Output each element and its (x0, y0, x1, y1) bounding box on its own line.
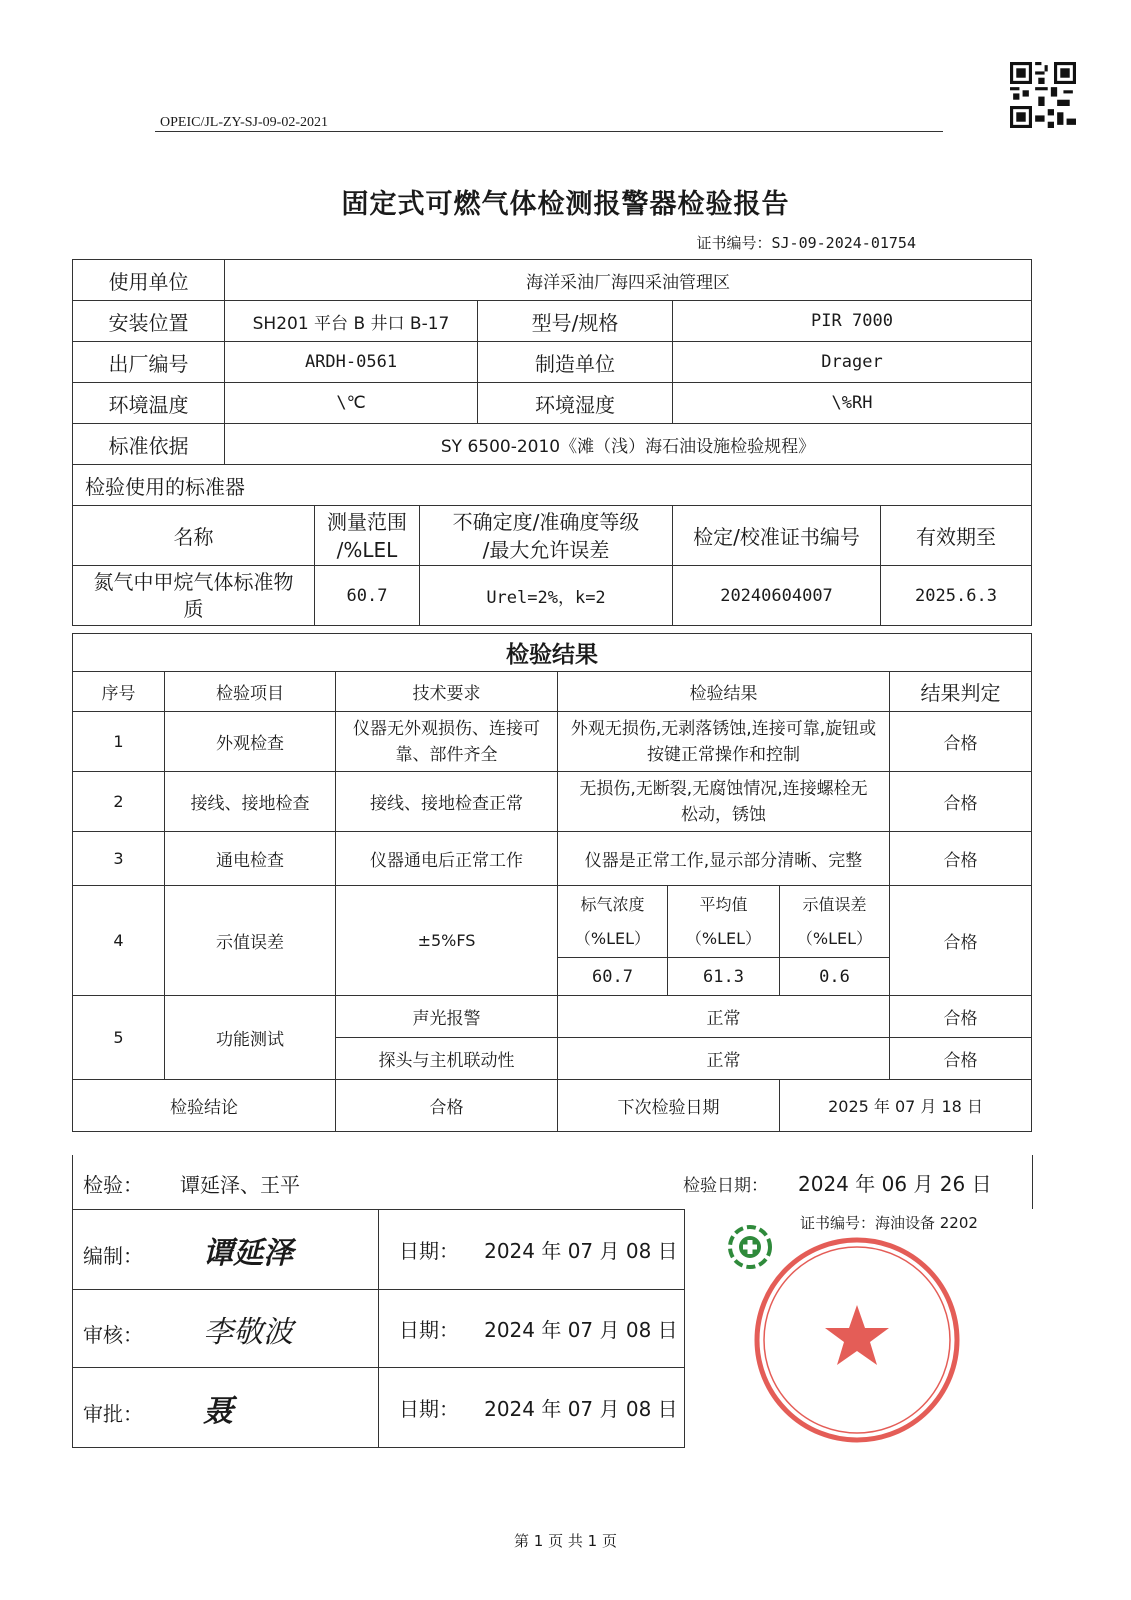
std-header-uncertainty-line1: 不确定度/准确度等级 (452, 509, 640, 534)
table-row (73, 886, 1032, 958)
official-seal-icon (752, 1235, 962, 1445)
temperature-value: \℃ (225, 383, 478, 424)
row-requirement: 仪器无外观损伤、连接可靠、部件齐全 (336, 712, 558, 772)
row-judgement: 合格 (890, 772, 1032, 832)
row-item: 外观检查 (165, 712, 336, 772)
qr-code-icon (1010, 62, 1076, 128)
signoff-role: 审核： (83, 1322, 143, 1347)
std-header-uncertainty (420, 506, 673, 566)
user-value: 海洋采油厂海四采油管理区 (225, 260, 1032, 301)
std-header-range (315, 506, 420, 566)
error-subheader-average-unit: （%LEL） (685, 928, 762, 948)
error-value-error: 0.6 (780, 958, 890, 996)
error-subheader-concentration-label: 标气浓度 (580, 894, 645, 914)
std-header-range-line1: 测量范围 (327, 509, 407, 534)
inspector-label: 检验： (83, 1173, 143, 1197)
row-requirement: 接线、接地检查正常 (336, 772, 558, 832)
model-label: 型号/规格 (478, 301, 673, 342)
function-sub-judgement: 合格 (890, 1038, 1032, 1080)
row-judgement: 合格 (890, 712, 1032, 772)
results-header-item: 检验项目 (165, 672, 336, 712)
table-row (73, 772, 1032, 832)
standard-value: SY 6500-2010《滩（浅）海石油设施检验规程》 (225, 424, 1032, 465)
page-footer: 第 1 页 共 1 页 (514, 1532, 617, 1550)
std-header-cert: 检定/校准证书编号 (673, 506, 881, 566)
signoff-role: 编制： (83, 1243, 143, 1268)
results-table (72, 633, 1032, 1132)
inspector-names: 谭延泽、王平 (180, 1173, 300, 1197)
error-subheader-error (780, 886, 890, 958)
signoff-date-label: 日期： (399, 1239, 459, 1263)
certificate-number: 证书编号：SJ-09-2024-01754 (696, 234, 916, 252)
row-judgement: 合格 (890, 832, 1032, 886)
error-subheader-average-label: 平均值 (699, 894, 748, 914)
signoff-date-label: 日期： (399, 1397, 459, 1421)
page-title: 固定式可燃气体检测报警器检验报告 (341, 189, 790, 220)
row-item: 通电检查 (165, 832, 336, 886)
location-label: 安装位置 (73, 301, 225, 342)
serial-label: 出厂编号 (73, 342, 225, 383)
function-sub-result: 正常 (558, 996, 890, 1038)
standard-label: 标准依据 (73, 424, 225, 465)
results-header-requirement: 技术要求 (336, 672, 558, 712)
maker-value: Drager (673, 342, 1032, 383)
error-subheader-concentration (558, 886, 668, 958)
serial-value: ARDH-0561 (225, 342, 478, 383)
std-instruments-label: 检验使用的标准器 (73, 465, 1032, 506)
error-value-concentration: 60.7 (558, 958, 668, 996)
signoff-role: 审批： (83, 1401, 143, 1426)
std-header-range-line2: /%LEL (336, 537, 398, 562)
signoff-date: 2024 年 07 月 08 日 (484, 1318, 678, 1342)
std-cert: 20240604007 (673, 566, 881, 626)
header-rule (155, 131, 943, 132)
error-value-average: 61.3 (668, 958, 780, 996)
model-value: PIR 7000 (673, 301, 1032, 342)
info-table (72, 259, 1032, 626)
std-name: 氮气中甲烷气体标准物质 (73, 566, 315, 626)
signoff-date: 2024 年 07 月 08 日 (484, 1397, 678, 1421)
row-item: 示值误差 (165, 886, 336, 996)
seal-cert-number: 证书编号：海油设备 2202 (800, 1214, 978, 1232)
signature: 聂 (203, 1393, 234, 1429)
signoff-date: 2024 年 07 月 08 日 (484, 1239, 678, 1263)
table-row (73, 832, 1032, 886)
std-range: 60.7 (315, 566, 420, 626)
row-judgement: 合格 (890, 886, 1032, 996)
row-result: 外观无损伤,无剥落锈蚀,连接可靠,旋钮或按键正常操作和控制 (558, 712, 890, 772)
std-header-name: 名称 (73, 506, 315, 566)
table-row (73, 996, 1032, 1038)
row-no: 4 (73, 886, 165, 996)
user-label: 使用单位 (73, 260, 225, 301)
error-subheader-average (668, 886, 780, 958)
table-row (73, 712, 1032, 772)
function-sub-requirement: 声光报警 (336, 996, 558, 1038)
results-header-result: 检验结果 (558, 672, 890, 712)
std-valid: 2025.6.3 (881, 566, 1032, 626)
error-subheader-concentration-unit: （%LEL） (574, 928, 651, 948)
maker-label: 制造单位 (478, 342, 673, 383)
results-header-no: 序号 (73, 672, 165, 712)
signoff-date-label: 日期： (399, 1318, 459, 1342)
row-no: 5 (73, 996, 165, 1080)
next-inspection-date: 2025 年 07 月 18 日 (780, 1080, 1032, 1132)
inspection-date-label: 检验日期： (683, 1176, 768, 1196)
function-sub-requirement: 探头与主机联动性 (336, 1038, 558, 1080)
std-uncertainty: Urel=2%，k=2 (420, 566, 673, 626)
row-result: 无损伤,无断裂,无腐蚀情况,连接螺栓无松动，锈蚀 (558, 772, 890, 832)
document-code: OPEIC/JL-ZY-SJ-09-02-2021 (160, 115, 328, 130)
row-item: 功能测试 (165, 996, 336, 1080)
function-sub-judgement: 合格 (890, 996, 1032, 1038)
conclusion-label: 检验结论 (73, 1080, 336, 1132)
humidity-label: 环境湿度 (478, 383, 673, 424)
results-section-title: 检验结果 (73, 634, 1032, 672)
row-result: 仪器是正常工作,显示部分清晰、完整 (558, 832, 890, 886)
error-subheader-error-label: 示值误差 (802, 894, 867, 914)
std-header-valid: 有效期至 (881, 506, 1032, 566)
function-sub-result: 正常 (558, 1038, 890, 1080)
inspection-date: 2024 年 06 月 26 日 (798, 1172, 992, 1196)
row-no: 1 (73, 712, 165, 772)
row-no: 3 (73, 832, 165, 886)
row-requirement: 仪器通电后正常工作 (336, 832, 558, 886)
signature: 谭延泽 (203, 1235, 294, 1271)
error-subheader-error-unit: （%LEL） (796, 928, 873, 948)
row-requirement: ±5%FS (336, 886, 558, 996)
results-header-judgement: 结果判定 (890, 672, 1032, 712)
row-item: 接线、接地检查 (165, 772, 336, 832)
location-value: SH201 平台 B 井口 B-17 (225, 301, 478, 342)
signature: 李敬波 (203, 1314, 294, 1350)
inspection-row (72, 1155, 1033, 1209)
std-header-uncertainty-line2: /最大允许误差 (482, 537, 610, 562)
temperature-label: 环境温度 (73, 383, 225, 424)
next-inspection-label: 下次检验日期 (558, 1080, 780, 1132)
conclusion-value: 合格 (336, 1080, 558, 1132)
row-no: 2 (73, 772, 165, 832)
humidity-value: \%RH (673, 383, 1032, 424)
